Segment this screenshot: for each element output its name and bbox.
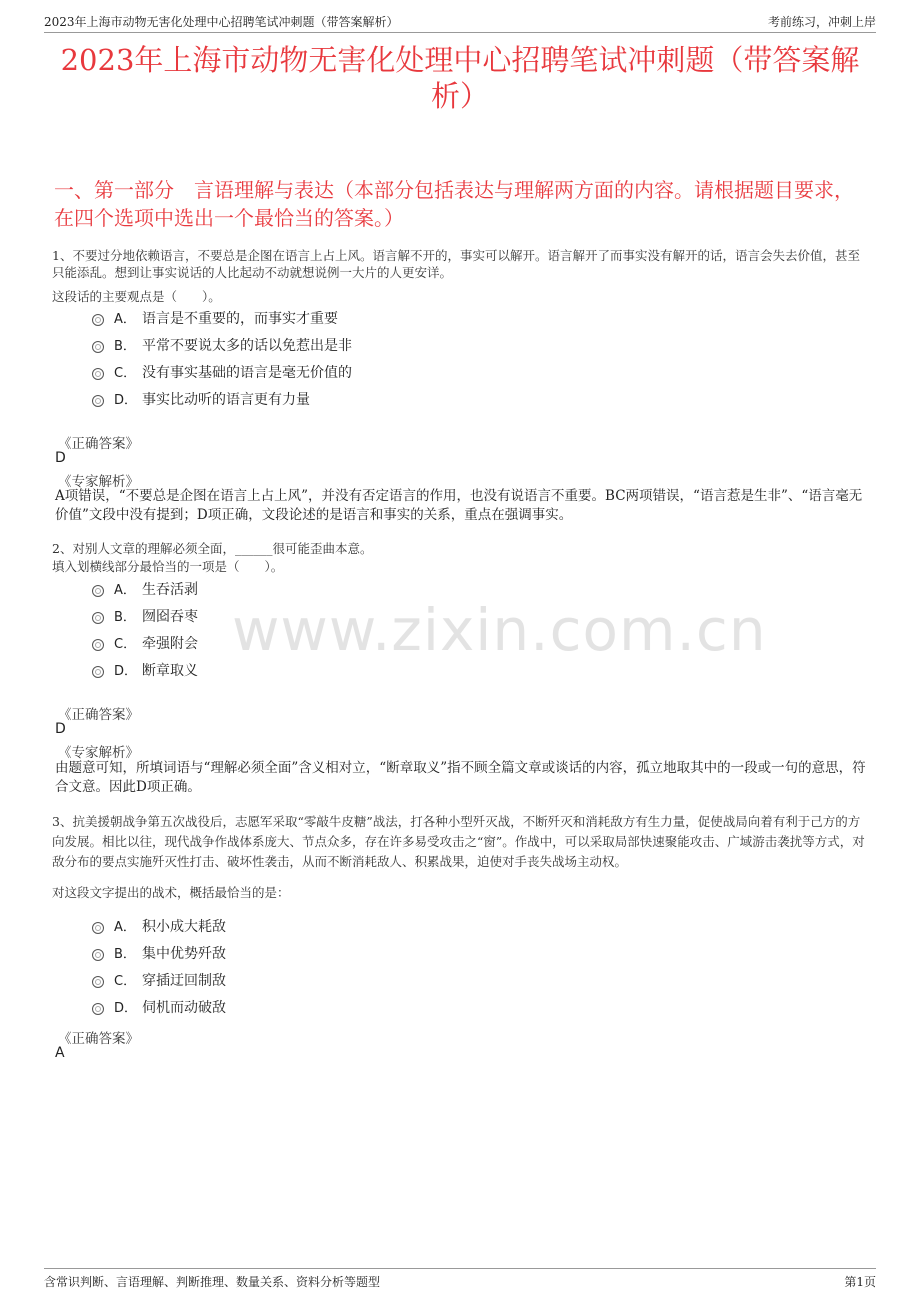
q2-option-b[interactable] — [92, 607, 198, 627]
watermark: www.zixin.com.cn — [232, 596, 767, 664]
option-letter: B． — [114, 339, 136, 354]
option-text: 集中优势歼敌 — [142, 946, 226, 962]
radio-icon[interactable] — [92, 341, 104, 353]
q2-analysis-label: 《专家解析》 — [58, 745, 139, 761]
q3-stem: 3、抗美援朝战争第五次战役后，志愿军采取“零敲牛皮糖”战法，打各种小型歼灭战，不断歼灭和消耗敌方有生力量，促使战局向着有利于己方的方向发展。相比以往，现代战争作战体系庞大、节点众多，存在许多易受攻击之“窗”。作战中，可以采取局部快速聚能攻击、广域游击袭扰等方式，对敌分布的要点实施歼灭性打击、破坏性袭击，从而不断消耗敌人、积累战果，迫使对手丧失战场主动权。 — [52, 814, 865, 869]
option-text: 没有事实基础的语言是毫无价值的 — [142, 365, 352, 381]
radio-icon[interactable] — [92, 1003, 104, 1015]
q2-ask: 填入划横线部分最恰当的一项是（ ）。 — [52, 559, 284, 574]
option-text: 语言是不重要的，而事实才重要 — [142, 311, 338, 327]
radio-icon[interactable] — [92, 949, 104, 961]
option-text: 断章取义 — [142, 663, 198, 679]
option-letter: B． — [114, 947, 136, 962]
q3-option-c[interactable] — [92, 971, 226, 991]
q1-option-b[interactable] — [92, 336, 352, 356]
option-text: 事实比动听的语言更有力量 — [142, 392, 310, 408]
q3-option-d[interactable] — [92, 998, 226, 1018]
option-letter: C． — [114, 974, 137, 989]
option-letter: D． — [114, 393, 138, 408]
radio-icon[interactable] — [92, 585, 104, 597]
page-footer — [44, 1268, 876, 1291]
option-text: 伺机而动破敌 — [142, 1000, 226, 1016]
q2-answer-label: 《正确答案》 — [58, 707, 139, 723]
page-header — [44, 10, 876, 33]
radio-icon[interactable] — [92, 314, 104, 326]
q1-option-a[interactable] — [92, 309, 338, 329]
q3-ask: 对这段文字提出的战术，概括最恰当的是： — [52, 885, 290, 900]
radio-icon[interactable] — [92, 612, 104, 624]
q3-answer-label: 《正确答案》 — [58, 1031, 139, 1047]
option-letter: A． — [114, 920, 136, 935]
q2-option-d[interactable] — [92, 661, 198, 681]
q1-analysis: A项错误，“不要总是企图在语言上占上风”，并没有否定语言的作用，也没有说语言不重要。BC两项错误，“语言惹是生非”、“语言毫无价值”文段中没有提到；D项正确，文段论述的是语言和事实的关系，重点在强调事实。 — [55, 488, 863, 523]
q1-option-d[interactable] — [92, 390, 310, 410]
q2-option-a[interactable] — [92, 580, 198, 600]
header-left-text: 2023年上海市动物无害化处理中心招聘笔试冲刺题（带答案解析） — [44, 15, 399, 29]
radio-icon[interactable] — [92, 922, 104, 934]
q1-stem: 1、不要过分地依赖语言，不要总是企图在语言上占上风。语言解不开的，事实可以解开。语言解开了而事实没有解开的话，语言会失去价值，甚至只能添乱。想到让事实说话的人比起动不动就想说例一大片的人更安详。 — [52, 248, 860, 280]
option-text: 积小成大耗敌 — [142, 919, 226, 935]
header-right-text: 考前练习，冲刺上岸 — [767, 15, 876, 29]
option-text: 穿插迂回制敌 — [142, 973, 226, 989]
q1-answer: D — [55, 450, 66, 466]
option-letter: C． — [114, 366, 137, 381]
option-letter: B． — [114, 610, 136, 625]
option-text: 囫囵吞枣 — [142, 609, 198, 625]
option-letter: D． — [114, 1001, 138, 1016]
q1-ask: 这段话的主要观点是（ ）。 — [52, 289, 221, 304]
option-letter: D． — [114, 664, 138, 679]
q3-answer: A — [55, 1045, 65, 1061]
radio-icon[interactable] — [92, 666, 104, 678]
option-text: 牵强附会 — [142, 636, 198, 652]
footer-left-text: 含常识判断、言语理解、判断推理、数量关系、资料分析等题型 — [44, 1275, 381, 1289]
option-letter: A． — [114, 312, 136, 327]
q3-option-a[interactable] — [92, 917, 226, 937]
radio-icon[interactable] — [92, 395, 104, 407]
page-number: 第1页 — [844, 1275, 876, 1289]
q1-analysis-label: 《专家解析》 — [58, 474, 139, 490]
section-heading: 一、第一部分 言语理解与表达（本部分包括表达与理解两方面的内容。请根据题目要求，在四个选项中选出一个最恰当的答案。） — [54, 178, 854, 230]
radio-icon[interactable] — [92, 368, 104, 380]
q3-option-b[interactable] — [92, 944, 226, 964]
option-text: 平常不要说太多的话以免惹出是非 — [142, 338, 352, 354]
radio-icon[interactable] — [92, 976, 104, 988]
option-letter: C． — [114, 637, 137, 652]
radio-icon[interactable] — [92, 639, 104, 651]
q2-stem: 2、对别人文章的理解必须全面，______很可能歪曲本意。 — [52, 541, 373, 556]
q1-option-c[interactable] — [92, 363, 352, 383]
q2-analysis: 由题意可知，所填词语与“理解必须全面”含义相对立，“断章取义”指不顾全篇文章或谈话的内容，孤立地取其中的一段或一句的意思，符合文意。因此D项正确。 — [55, 760, 866, 795]
option-text: 生吞活剥 — [142, 582, 198, 598]
q2-answer: D — [55, 721, 66, 737]
q1-answer-label: 《正确答案》 — [58, 436, 139, 452]
page-title: 2023年上海市动物无害化处理中心招聘笔试冲刺题（带答案解析） — [60, 43, 860, 113]
option-letter: A． — [114, 583, 136, 598]
q2-option-c[interactable] — [92, 634, 198, 654]
